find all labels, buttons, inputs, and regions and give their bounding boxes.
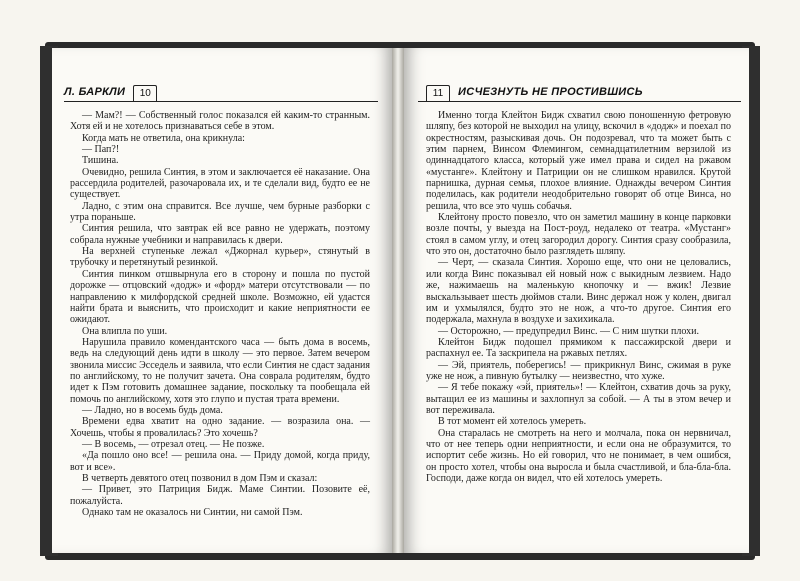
left-page-header bbox=[64, 78, 378, 102]
page-number-right: 11 bbox=[426, 85, 450, 101]
page-number-left: 10 bbox=[133, 85, 157, 101]
title-running-head: ИСЧЕЗНУТЬ НЕ ПРОСТИВШИСЬ bbox=[458, 86, 643, 98]
author-running-head: Л. БАРКЛИ bbox=[64, 86, 126, 98]
paragraph: — Ладно, но в восемь будь дома. bbox=[82, 404, 223, 416]
paragraph: Когда мать не ответила, она крикнула: bbox=[82, 132, 245, 144]
paragraph: «Да пошло оно все! — решила она. — Приду домой, когда приду, вот и все». bbox=[70, 450, 370, 473]
right-page-header bbox=[418, 78, 741, 102]
paragraph: — Я тебе покажу «эй, приятель»! — Клейтон, схватив дочь за руку, вытащил ее из машины и захлопнул за собой. — А ты в этом вечер и вот переживала. bbox=[426, 382, 731, 416]
paragraph: На верхней ступеньке лежал «Джорнал курьер», стянутый в трубочку и перетянутый резинкой. bbox=[70, 246, 370, 269]
paragraph: — Пап?! bbox=[82, 144, 120, 156]
paragraph: Времени едва хватит на одно задание. — возразила она. — Хочешь, чтобы я провалилась? Это хочешь? bbox=[70, 416, 370, 439]
paragraph: — Осторожно, — предупредил Винс. — С ним шутки плохи. bbox=[438, 325, 699, 337]
paragraph: В тот момент ей хотелось умереть. bbox=[438, 416, 587, 428]
right-page bbox=[404, 48, 749, 553]
paragraph: Ладно, с этим она справится. Все лучше, чем бурные разборки с утра пораньше. bbox=[70, 200, 370, 224]
paragraph: — В восемь, — отрезал отец. — Не позже. bbox=[82, 438, 265, 450]
paragraph: Однако там не оказалось ни Синтии, ни самой Пэм. bbox=[82, 507, 303, 519]
right-page-body bbox=[426, 110, 731, 484]
paragraph: Клейтону просто повезло, что он заметил машину в конце парковки возле почты, у выезда на Пост-роуд, недалеко от театра. «Мустанг» стоял в самом углу, и отец загородил дорогу. Синтия сразу сообразила, что это он, достаточно было разглядеть шляпу. bbox=[426, 212, 731, 258]
book-gutter bbox=[392, 48, 404, 553]
left-page bbox=[52, 48, 392, 553]
paragraph: — Привет, это Патриция Бидж. Маме Синтии. Позовите её, пожалуйста. bbox=[70, 484, 370, 507]
paragraph: Синтия пинком отшвырнула его в сторону и пошла по пустой дорожке — отцовский «додж» и «форд» матери отсутствовали — по направлению к милфордской средней школе. Возможно, ей удастся найти брата и выяснить, что происходит и какие неприятности ее ожидают. bbox=[70, 268, 370, 326]
paragraph: Синтия решила, что завтрак ей все равно не удержать, поэтому собрала нужные учебники и направилась к двери. bbox=[70, 223, 370, 246]
paragraph: Очевидно, решила Синтия, в этом и заключается её наказание. Она рассердила родителей, разочаровала их, и те сделали вид, будто ее не существует. bbox=[70, 166, 370, 201]
paragraph: Именно тогда Клейтон Бидж схватил свою поношенную фетровую шляпу, без которой не выходил на улицу, вскочил в «додж» и поехал по окрестностям, разыскивая дочь. Он подозревал, что та может быть с этим парнем, Винсом Флемингом, семнадцатилетним верзилой из одиннадцатого класса, который уже имел права и сидел на ржавом «мустанге». Клейтону и Патриции он не слишком нравился. Крутой парнишка, дурная семья, плохое влияние. Однажды вечером Синтия поделилась, как родители неодобрительно говорят об отце Винса, но решила, что все это чушь собачья. bbox=[426, 110, 731, 212]
paragraph: Нарушила правило комендантского часа — быть дома в восемь, ведь на следующий день идти в школу — это первое. Затем вечером звонила миссис Эсседель и заявила, что если Синтия не сдаст задания по английскому, то не получит зачета. Она соврала родителям, будто идет к Пэм готовить домашнее задание, поскольку та пообещала ей помочь по английскому, хотя это глупо и пустая трата времени. bbox=[70, 336, 370, 405]
paragraph: — Эй, приятель, поберегись! — прикрикнул Винс, сжимая в руке уже не нож, а пивную бутылку — неизвестно, что хуже. bbox=[426, 359, 731, 382]
paragraph: — Мам?! — Собственный голос показался ей каким-то странным. Хотя ей и не хотелось признаваться себе в этом. bbox=[70, 110, 370, 133]
paragraph: В четверть девятого отец позвонил в дом Пэм и сказал: bbox=[82, 473, 318, 484]
paragraph: Клейтон Бидж подошел прямиком к пассажирской двери и распахнул ее. Та заскрипела на ржавых петлях. bbox=[426, 336, 731, 360]
paragraph: — Черт, — сказала Синтия. Хорошо еще, что они не целовались, или когда Винс показывал ей новый нож с выкидным лезвием. Надо же, нажимаешь на маленькую кнопочку и — вжик! Лезвие выскальзывает шесть дюймов стали. Винс держал нож у колен, двигал им и ухмылялся, будто это не нож, а что-то другое. Синтия его подержала, махнула в воздухе и захихикала. bbox=[426, 257, 731, 326]
paragraph: Она старалась не смотреть на него и молчала, пока он нервничал, что от нее теперь одни неприятности, и если она не образумится, то испортит себе жизнь. Но ей говорил, что не понимает, в чем ошибся, он просто хотел, чтобы она выросла и была счастливой, и бла-бла-бла. Господи, даже когда он видел, что ей хотелось умереть. bbox=[426, 427, 731, 484]
left-page-body bbox=[70, 110, 370, 518]
paragraph: Тишина. bbox=[82, 155, 119, 167]
paragraph: Она влипла по уши. bbox=[82, 325, 168, 337]
